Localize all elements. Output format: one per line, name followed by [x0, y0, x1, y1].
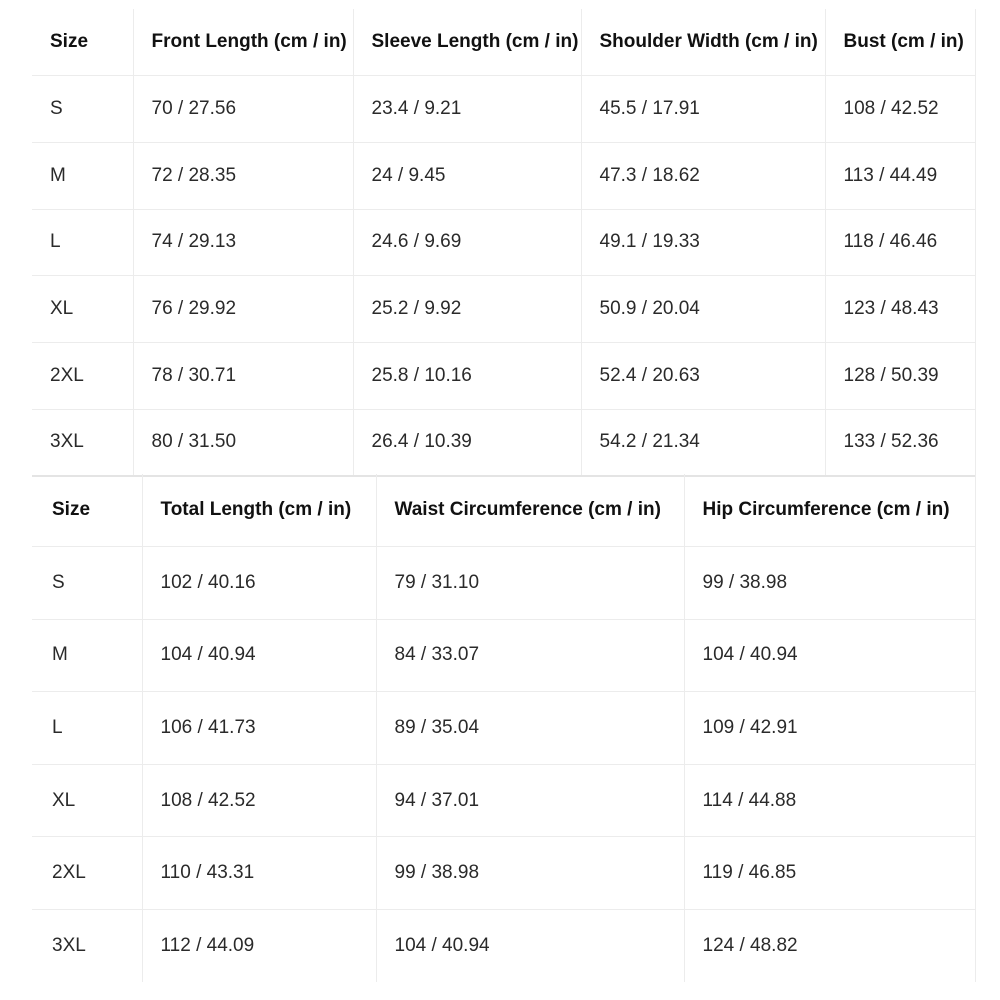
top-size-table [32, 9, 976, 477]
cell-front-length: 72 / 28.35 [133, 142, 353, 209]
cell-total-length: 102 / 40.16 [142, 547, 376, 620]
cell-shoulder-width: 50.9 / 20.04 [581, 276, 825, 343]
cell-sleeve-length: 25.8 / 10.16 [353, 342, 581, 409]
cell-size: M [32, 619, 142, 692]
cell-bust: 128 / 50.39 [825, 342, 975, 409]
header-sleeve-length: Sleeve Length (cm / in) [353, 9, 581, 76]
cell-shoulder-width: 47.3 / 18.62 [581, 142, 825, 209]
cell-bust: 118 / 46.46 [825, 209, 975, 276]
cell-total-length: 104 / 40.94 [142, 619, 376, 692]
table-row [32, 910, 975, 983]
header-total-length: Total Length (cm / in) [142, 474, 376, 547]
cell-sleeve-length: 23.4 / 9.21 [353, 76, 581, 143]
cell-bust: 123 / 48.43 [825, 276, 975, 343]
cell-shoulder-width: 49.1 / 19.33 [581, 209, 825, 276]
cell-shoulder-width: 52.4 / 20.63 [581, 342, 825, 409]
table-row [32, 142, 975, 209]
cell-sleeve-length: 24 / 9.45 [353, 142, 581, 209]
cell-hip-circumference: 104 / 40.94 [684, 619, 975, 692]
table-row [32, 209, 975, 276]
cell-total-length: 108 / 42.52 [142, 764, 376, 837]
cell-shoulder-width: 54.2 / 21.34 [581, 409, 825, 476]
cell-waist-circumference: 94 / 37.01 [376, 764, 684, 837]
cell-shoulder-width: 45.5 / 17.91 [581, 76, 825, 143]
cell-size: XL [32, 276, 133, 343]
table-header-row [32, 474, 975, 547]
cell-size: L [32, 692, 142, 765]
cell-sleeve-length: 26.4 / 10.39 [353, 409, 581, 476]
cell-total-length: 112 / 44.09 [142, 910, 376, 983]
cell-front-length: 74 / 29.13 [133, 209, 353, 276]
cell-hip-circumference: 124 / 48.82 [684, 910, 975, 983]
cell-bust: 133 / 52.36 [825, 409, 975, 476]
cell-size: M [32, 142, 133, 209]
cell-size: 2XL [32, 342, 133, 409]
cell-total-length: 110 / 43.31 [142, 837, 376, 910]
bottom-size-table [32, 474, 976, 982]
cell-waist-circumference: 89 / 35.04 [376, 692, 684, 765]
cell-waist-circumference: 84 / 33.07 [376, 619, 684, 692]
header-front-length: Front Length (cm / in) [133, 9, 353, 76]
cell-waist-circumference: 79 / 31.10 [376, 547, 684, 620]
cell-size: XL [32, 764, 142, 837]
cell-size: S [32, 76, 133, 143]
header-bust: Bust (cm / in) [825, 9, 975, 76]
cell-size: 2XL [32, 837, 142, 910]
cell-waist-circumference: 99 / 38.98 [376, 837, 684, 910]
cell-front-length: 70 / 27.56 [133, 76, 353, 143]
table-row [32, 342, 975, 409]
cell-sleeve-length: 25.2 / 9.92 [353, 276, 581, 343]
cell-hip-circumference: 119 / 46.85 [684, 837, 975, 910]
cell-waist-circumference: 104 / 40.94 [376, 910, 684, 983]
cell-total-length: 106 / 41.73 [142, 692, 376, 765]
header-size: Size [32, 474, 142, 547]
cell-bust: 108 / 42.52 [825, 76, 975, 143]
cell-size: S [32, 547, 142, 620]
cell-bust: 113 / 44.49 [825, 142, 975, 209]
table-row [32, 692, 975, 765]
table-row [32, 409, 975, 476]
cell-size: 3XL [32, 910, 142, 983]
cell-front-length: 78 / 30.71 [133, 342, 353, 409]
cell-sleeve-length: 24.6 / 9.69 [353, 209, 581, 276]
cell-hip-circumference: 114 / 44.88 [684, 764, 975, 837]
cell-hip-circumference: 99 / 38.98 [684, 547, 975, 620]
table-row [32, 547, 975, 620]
table-header-row [32, 9, 975, 76]
table-row [32, 764, 975, 837]
table-row [32, 276, 975, 343]
cell-front-length: 76 / 29.92 [133, 276, 353, 343]
table-row [32, 837, 975, 910]
cell-size: L [32, 209, 133, 276]
cell-hip-circumference: 109 / 42.91 [684, 692, 975, 765]
header-shoulder-width: Shoulder Width (cm / in) [581, 9, 825, 76]
cell-size: 3XL [32, 409, 133, 476]
header-size: Size [32, 9, 133, 76]
header-hip-circumference: Hip Circumference (cm / in) [684, 474, 975, 547]
table-row [32, 76, 975, 143]
header-waist-circumference: Waist Circumference (cm / in) [376, 474, 684, 547]
table-row [32, 619, 975, 692]
cell-front-length: 80 / 31.50 [133, 409, 353, 476]
